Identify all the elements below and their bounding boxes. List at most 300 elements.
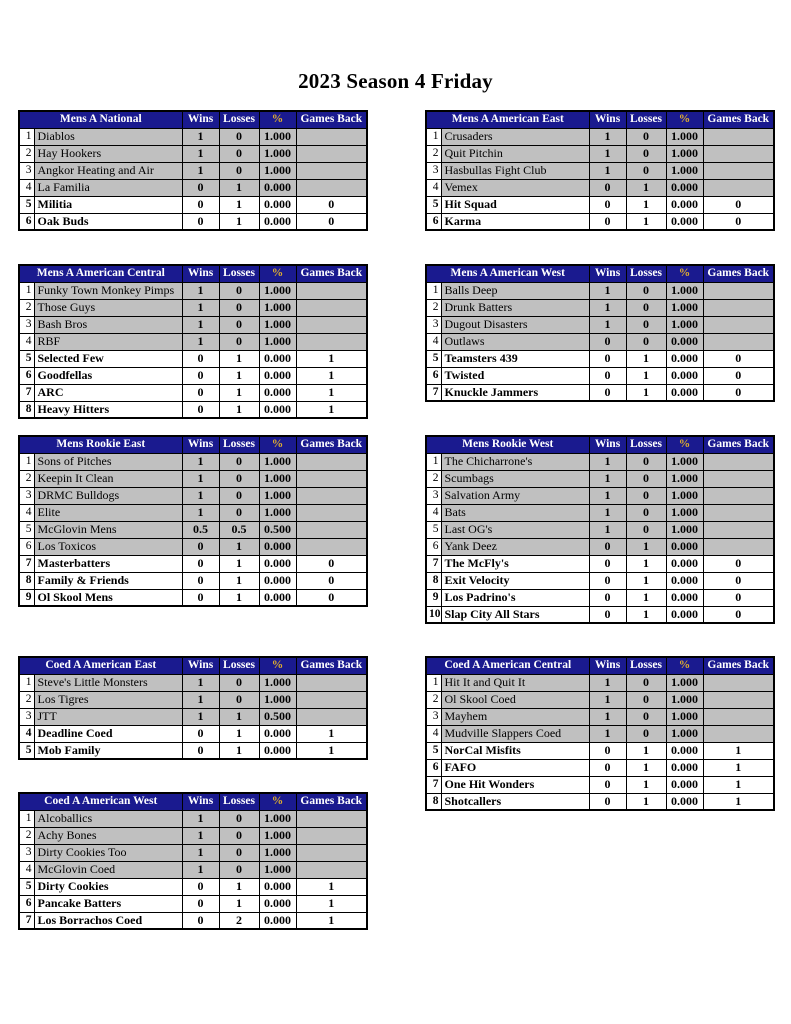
losses-cell: 0 (219, 162, 259, 179)
losses-cell: 0 (626, 725, 666, 742)
standings-row (19, 589, 367, 606)
wins-cell: 0 (182, 538, 219, 555)
pct-cell: 1.000 (259, 487, 296, 504)
pct-cell: 1.000 (666, 282, 703, 299)
games-back-cell (296, 299, 367, 316)
team-name-cell: Dugout Disasters (441, 316, 589, 333)
standings-row (19, 316, 367, 333)
pct-cell: 1.000 (666, 453, 703, 470)
rank-cell: 4 (19, 861, 34, 878)
losses-cell: 0 (626, 299, 666, 316)
games-back-cell: 1 (703, 742, 774, 759)
pct-cell: 1.000 (259, 470, 296, 487)
rank-cell: 6 (19, 538, 34, 555)
standings-row (19, 810, 367, 827)
games-back-cell: 1 (296, 742, 367, 759)
team-name-cell: Heavy Hitters (34, 401, 182, 418)
games-back-cell (296, 691, 367, 708)
wins-cell: 1 (182, 145, 219, 162)
games-back-cell (703, 691, 774, 708)
standings-row (426, 521, 774, 538)
rank-cell: 3 (19, 708, 34, 725)
losses-cell: 0 (626, 162, 666, 179)
rank-cell: 9 (426, 589, 441, 606)
pct-cell: 1.000 (259, 674, 296, 691)
col-header-games-back: Games Back (703, 436, 774, 453)
losses-cell: 0 (219, 470, 259, 487)
division-title: Mens Rookie West (426, 436, 589, 453)
wins-cell: 0.5 (182, 521, 219, 538)
col-header-pct: % (259, 793, 296, 810)
games-back-cell: 0 (703, 350, 774, 367)
games-back-cell (296, 128, 367, 145)
losses-cell: 0 (626, 470, 666, 487)
wins-cell: 0 (182, 213, 219, 230)
games-back-cell: 0 (296, 555, 367, 572)
team-name-cell: McGlovin Mens (34, 521, 182, 538)
page-title: 2023 Season 4 Friday (298, 69, 493, 93)
losses-cell: 1 (626, 776, 666, 793)
col-header-games-back: Games Back (296, 793, 367, 810)
games-back-cell (296, 674, 367, 691)
pct-cell: 1.000 (259, 316, 296, 333)
losses-cell: 1 (626, 196, 666, 213)
pct-cell: 0.000 (259, 742, 296, 759)
team-name-cell: DRMC Bulldogs (34, 487, 182, 504)
standings-row (426, 606, 774, 623)
losses-cell: 0 (219, 844, 259, 861)
rank-cell: 1 (19, 674, 34, 691)
standings-row (426, 145, 774, 162)
games-back-cell (703, 128, 774, 145)
pct-cell: 0.000 (259, 555, 296, 572)
rank-cell: 5 (19, 350, 34, 367)
standings-row (19, 367, 367, 384)
rank-cell: 3 (19, 162, 34, 179)
team-name-cell: Scumbags (441, 470, 589, 487)
pct-cell: 1.000 (666, 725, 703, 742)
standings-table-mens-rookie-west (425, 435, 775, 624)
pct-cell: 1.000 (259, 827, 296, 844)
losses-cell: 0 (626, 128, 666, 145)
rank-cell: 5 (426, 742, 441, 759)
games-back-cell: 0 (296, 213, 367, 230)
losses-cell: 1 (626, 555, 666, 572)
wins-cell: 0 (589, 196, 626, 213)
wins-cell: 0 (589, 179, 626, 196)
games-back-cell (296, 333, 367, 350)
games-back-cell: 1 (703, 759, 774, 776)
col-header-pct: % (666, 265, 703, 282)
standings-row (19, 282, 367, 299)
standings-row (426, 589, 774, 606)
team-name-cell: Crusaders (441, 128, 589, 145)
pct-cell: 0.000 (666, 196, 703, 213)
pct-cell: 1.000 (666, 708, 703, 725)
pct-cell: 1.000 (259, 504, 296, 521)
standings-row (19, 145, 367, 162)
games-back-cell (703, 316, 774, 333)
team-name-cell: Balls Deep (441, 282, 589, 299)
wins-cell: 0 (182, 555, 219, 572)
pct-cell: 1.000 (666, 487, 703, 504)
team-name-cell: Oak Buds (34, 213, 182, 230)
rank-cell: 5 (426, 350, 441, 367)
rank-cell: 1 (19, 810, 34, 827)
losses-cell: 1 (626, 759, 666, 776)
games-back-cell (296, 504, 367, 521)
team-name-cell: Achy Bones (34, 827, 182, 844)
losses-cell: 1 (626, 538, 666, 555)
losses-cell: 1 (219, 555, 259, 572)
rank-cell: 6 (19, 213, 34, 230)
pct-cell: 1.000 (666, 128, 703, 145)
team-name-cell: Quit Pitchin (441, 145, 589, 162)
team-name-cell: One Hit Wonders (441, 776, 589, 793)
col-header-wins: Wins (182, 265, 219, 282)
team-name-cell: Mayhem (441, 708, 589, 725)
games-back-cell (703, 179, 774, 196)
pct-cell: 1.000 (259, 282, 296, 299)
pct-cell: 1.000 (666, 504, 703, 521)
standings-row (426, 708, 774, 725)
rank-cell: 5 (19, 878, 34, 895)
pct-cell: 0.000 (259, 350, 296, 367)
col-header-losses: Losses (219, 793, 259, 810)
standings-row (426, 470, 774, 487)
rank-cell: 6 (426, 759, 441, 776)
losses-cell: 0 (626, 708, 666, 725)
pct-cell: 1.000 (666, 299, 703, 316)
pct-cell: 0.000 (259, 401, 296, 418)
games-back-cell: 1 (296, 367, 367, 384)
team-name-cell: FAFO (441, 759, 589, 776)
losses-cell: 0 (626, 504, 666, 521)
standings-row (19, 162, 367, 179)
games-back-cell (703, 299, 774, 316)
team-name-cell: Hit It and Quit It (441, 674, 589, 691)
team-name-cell: Deadline Coed (34, 725, 182, 742)
losses-cell: 1 (219, 401, 259, 418)
pct-cell: 1.000 (259, 844, 296, 861)
losses-cell: 1 (219, 742, 259, 759)
wins-cell: 0 (182, 384, 219, 401)
standings-row (19, 742, 367, 759)
pct-cell: 0.000 (666, 742, 703, 759)
team-name-cell: Funky Town Monkey Pimps (34, 282, 182, 299)
standings-row (19, 674, 367, 691)
losses-cell: 1 (626, 384, 666, 401)
team-name-cell: Selected Few (34, 350, 182, 367)
standings-row (426, 384, 774, 401)
standings-row (19, 827, 367, 844)
team-name-cell: Elite (34, 504, 182, 521)
table-header-row (19, 111, 367, 128)
standings-row (19, 350, 367, 367)
games-back-cell (296, 282, 367, 299)
wins-cell: 0 (182, 725, 219, 742)
standings-row (426, 179, 774, 196)
wins-cell: 1 (182, 861, 219, 878)
rank-cell: 3 (19, 316, 34, 333)
pct-cell: 1.000 (259, 691, 296, 708)
pct-cell: 0.000 (666, 572, 703, 589)
standings-row (19, 725, 367, 742)
team-name-cell: Shotcallers (441, 793, 589, 810)
rank-cell: 3 (426, 162, 441, 179)
team-name-cell: Karma (441, 213, 589, 230)
wins-cell: 1 (589, 453, 626, 470)
rank-cell: 2 (426, 470, 441, 487)
col-header-games-back: Games Back (296, 436, 367, 453)
col-header-losses: Losses (626, 436, 666, 453)
standings-row (19, 128, 367, 145)
standings-table-coed-a-american-east (18, 656, 368, 760)
col-header-wins: Wins (182, 436, 219, 453)
games-back-cell (296, 470, 367, 487)
games-back-cell: 1 (703, 793, 774, 810)
team-name-cell: Drunk Batters (441, 299, 589, 316)
standings-row (19, 504, 367, 521)
standings-row (19, 555, 367, 572)
standings-row (426, 333, 774, 350)
losses-cell: 1 (626, 572, 666, 589)
losses-cell: 0 (626, 145, 666, 162)
table-header-row (426, 265, 774, 282)
standings-row (19, 213, 367, 230)
standings-row (426, 555, 774, 572)
games-back-cell (703, 521, 774, 538)
standings-row (19, 299, 367, 316)
rank-cell: 4 (19, 179, 34, 196)
rank-cell: 7 (426, 776, 441, 793)
team-name-cell: JTT (34, 708, 182, 725)
games-back-cell (296, 708, 367, 725)
rank-cell: 2 (19, 470, 34, 487)
pct-cell: 1.000 (666, 691, 703, 708)
standings-row (426, 196, 774, 213)
division-title: Mens A American West (426, 265, 589, 282)
standings-row (426, 725, 774, 742)
pct-cell: 0.000 (259, 725, 296, 742)
pct-cell: 1.000 (259, 453, 296, 470)
team-name-cell: Those Guys (34, 299, 182, 316)
losses-cell: 1 (219, 538, 259, 555)
games-back-cell (296, 162, 367, 179)
standings-row (19, 179, 367, 196)
rank-cell: 1 (19, 453, 34, 470)
wins-cell: 1 (589, 145, 626, 162)
rank-cell: 5 (19, 742, 34, 759)
pct-cell: 0.000 (666, 776, 703, 793)
games-back-cell (703, 725, 774, 742)
pct-cell: 0.000 (259, 589, 296, 606)
pct-cell: 0.500 (259, 521, 296, 538)
team-name-cell: McGlovin Coed (34, 861, 182, 878)
rank-cell: 5 (426, 521, 441, 538)
team-name-cell: ARC (34, 384, 182, 401)
team-name-cell: Pancake Batters (34, 895, 182, 912)
rank-cell: 8 (426, 572, 441, 589)
losses-cell: 0.5 (219, 521, 259, 538)
standings-row (426, 128, 774, 145)
pct-cell: 1.000 (259, 128, 296, 145)
team-name-cell: Los Borrachos Coed (34, 912, 182, 929)
wins-cell: 1 (182, 470, 219, 487)
rank-cell: 1 (426, 674, 441, 691)
games-back-cell (296, 861, 367, 878)
wins-cell: 0 (182, 367, 219, 384)
games-back-cell (296, 844, 367, 861)
pct-cell: 1.000 (666, 316, 703, 333)
pct-cell: 0.000 (666, 538, 703, 555)
rank-cell: 8 (19, 401, 34, 418)
games-back-cell (703, 162, 774, 179)
rank-cell: 7 (19, 384, 34, 401)
losses-cell: 0 (219, 827, 259, 844)
losses-cell: 0 (219, 861, 259, 878)
col-header-games-back: Games Back (296, 265, 367, 282)
pct-cell: 0.500 (259, 708, 296, 725)
col-header-pct: % (259, 265, 296, 282)
losses-cell: 0 (626, 674, 666, 691)
wins-cell: 1 (589, 282, 626, 299)
pct-cell: 0.000 (259, 179, 296, 196)
rank-cell: 6 (426, 538, 441, 555)
games-back-cell: 1 (296, 401, 367, 418)
standings-row (426, 282, 774, 299)
pct-cell: 0.000 (259, 384, 296, 401)
games-back-cell (703, 282, 774, 299)
wins-cell: 1 (589, 162, 626, 179)
rank-cell: 6 (426, 367, 441, 384)
team-name-cell: Vemex (441, 179, 589, 196)
col-header-pct: % (666, 657, 703, 674)
games-back-cell (703, 145, 774, 162)
games-back-cell: 1 (296, 384, 367, 401)
division-title: Coed A American East (19, 657, 182, 674)
rank-cell: 4 (19, 725, 34, 742)
team-name-cell: Mob Family (34, 742, 182, 759)
col-header-pct: % (259, 657, 296, 674)
wins-cell: 1 (182, 487, 219, 504)
division-title: Coed A American Central (426, 657, 589, 674)
games-back-cell: 1 (296, 912, 367, 929)
losses-cell: 0 (219, 691, 259, 708)
losses-cell: 1 (626, 793, 666, 810)
wins-cell: 1 (589, 504, 626, 521)
standings-row (426, 793, 774, 810)
rank-cell: 3 (19, 487, 34, 504)
losses-cell: 1 (626, 367, 666, 384)
col-header-losses: Losses (219, 111, 259, 128)
losses-cell: 1 (626, 606, 666, 623)
games-back-cell (296, 810, 367, 827)
games-back-cell: 0 (703, 589, 774, 606)
standings-row (19, 878, 367, 895)
team-name-cell: Militia (34, 196, 182, 213)
rank-cell: 2 (19, 145, 34, 162)
rank-cell: 4 (426, 725, 441, 742)
table-header-row (426, 436, 774, 453)
losses-cell: 1 (626, 589, 666, 606)
pct-cell: 0.000 (259, 912, 296, 929)
wins-cell: 1 (182, 282, 219, 299)
rank-cell: 3 (426, 487, 441, 504)
standings-row (426, 350, 774, 367)
col-header-wins: Wins (589, 111, 626, 128)
wins-cell: 1 (182, 844, 219, 861)
standings-table-mens-a-american-west (425, 264, 775, 402)
rank-cell: 3 (426, 316, 441, 333)
team-name-cell: Teamsters 439 (441, 350, 589, 367)
team-name-cell: Salvation Army (441, 487, 589, 504)
losses-cell: 1 (219, 589, 259, 606)
pct-cell: 0.000 (666, 793, 703, 810)
pct-cell: 0.000 (666, 179, 703, 196)
wins-cell: 0 (182, 912, 219, 929)
losses-cell: 0 (219, 810, 259, 827)
division-title: Mens A American East (426, 111, 589, 128)
team-name-cell: Masterbatters (34, 555, 182, 572)
pct-cell: 0.000 (666, 589, 703, 606)
rank-cell: 8 (426, 793, 441, 810)
wins-cell: 1 (589, 674, 626, 691)
wins-cell: 1 (589, 470, 626, 487)
col-header-games-back: Games Back (296, 111, 367, 128)
losses-cell: 0 (219, 128, 259, 145)
team-name-cell: La Familia (34, 179, 182, 196)
games-back-cell: 1 (296, 895, 367, 912)
games-back-cell (703, 538, 774, 555)
standings-row (426, 742, 774, 759)
games-back-cell: 1 (703, 776, 774, 793)
losses-cell: 1 (219, 572, 259, 589)
losses-cell: 0 (626, 521, 666, 538)
standings-row (19, 521, 367, 538)
col-header-losses: Losses (219, 265, 259, 282)
games-back-cell (296, 827, 367, 844)
wins-cell: 0 (589, 742, 626, 759)
pct-cell: 0.000 (259, 572, 296, 589)
wins-cell: 0 (589, 333, 626, 350)
wins-cell: 0 (589, 538, 626, 555)
losses-cell: 1 (626, 179, 666, 196)
wins-cell: 1 (589, 521, 626, 538)
games-back-cell (703, 504, 774, 521)
games-back-cell (296, 521, 367, 538)
col-header-losses: Losses (626, 657, 666, 674)
division-title: Mens A National (19, 111, 182, 128)
losses-cell: 1 (219, 384, 259, 401)
losses-cell: 1 (219, 895, 259, 912)
standings-table-coed-a-american-central (425, 656, 775, 811)
wins-cell: 1 (182, 708, 219, 725)
standings-row (19, 572, 367, 589)
games-back-cell (703, 708, 774, 725)
games-back-cell: 0 (296, 572, 367, 589)
standings-row (426, 759, 774, 776)
pct-cell: 1.000 (259, 810, 296, 827)
losses-cell: 0 (219, 145, 259, 162)
team-name-cell: Sons of Pitches (34, 453, 182, 470)
rank-cell: 7 (426, 555, 441, 572)
rank-cell: 2 (19, 299, 34, 316)
pct-cell: 0.000 (666, 555, 703, 572)
losses-cell: 2 (219, 912, 259, 929)
table-header-row (19, 657, 367, 674)
pct-cell: 0.000 (259, 367, 296, 384)
